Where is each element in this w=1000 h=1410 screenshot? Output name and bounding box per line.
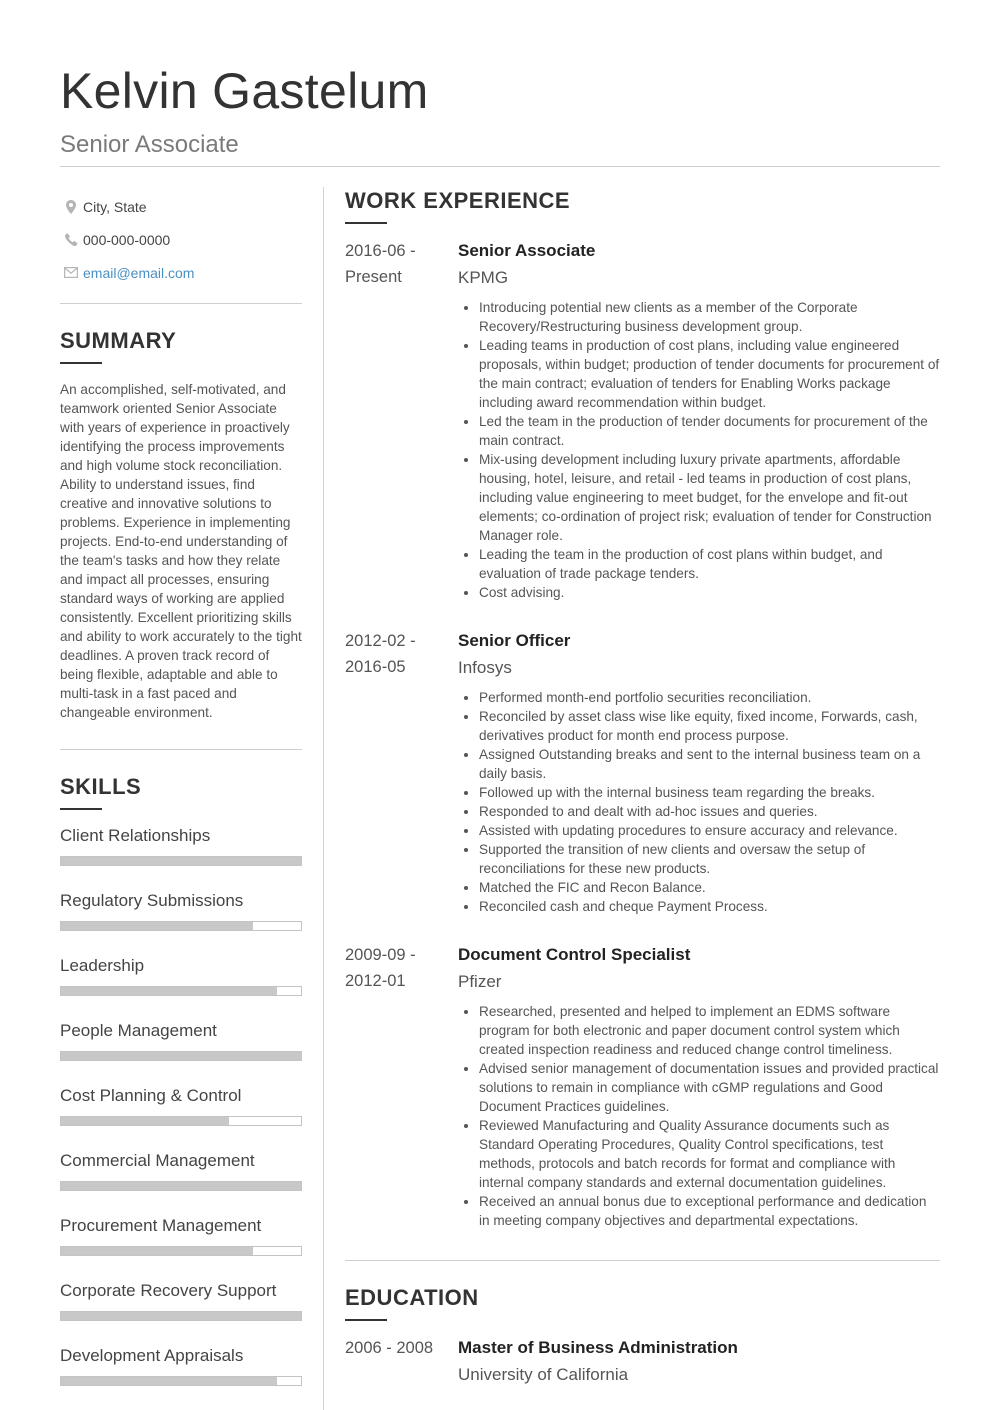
job-bullet: • Researched, presented and helped to implement an EDMS software program for both electronic and paper document control system which created inspection readiness and reduced change control timeliness. [479,1002,940,1059]
skill-level-bar [60,1116,302,1126]
skill-level-bar [60,1246,302,1256]
job-company: KPMG [458,268,509,287]
contact-block [60,190,302,289]
envelope-icon [60,267,82,278]
job-bullet: • Followed up with the internal business team regarding the breaks. [479,783,940,802]
skill-name: Client Relationships [60,826,211,845]
skill-level-fill [61,1052,301,1060]
skill-name: Corporate Recovery Support [60,1281,277,1300]
summary-text: An accomplished, self-motivated, and teamwork oriented Senior Associate with years of experience in proactively identifying the process improvements and high volume stock reconciliation. Ability to understand issues, find creative and innovative solutions to problems. Experience in implementing projects. End-to-end understanding of the team's tasks and how they relate and impact all processes, ensuring standard ways of working are applied consistently. Excellent prioritizing skills and ability to work accurately to the tight deadlines. A proven track record of being flexible, adaptable and able to multi-task in a fast paced and changeable environment. [60,382,302,720]
job-date-end: 2016-05 [345,658,406,676]
skills-list [60,824,302,1386]
job-date-end: Present [345,268,402,286]
job-dates [345,238,458,602]
job-bullet: • Leading teams in production of cost plans, including value engineered proposals, within budget; production of tender documents for procurement of the main contract; evaluation of tenders for Enabling Works package including award recommendation within budget. [479,336,940,412]
job-bullet: • Cost advising. [479,583,940,602]
sidebar-divider [60,303,302,304]
job-company: Pfizer [458,972,502,991]
job-bullet: • Reconciled cash and cheque Payment Process. [479,897,940,916]
job-bullet: • Supported the transition of new clients and oversaw the setup of reconciliations for these new products. [479,840,940,878]
summary-heading-underline [60,362,102,364]
job-bullet: • Advised senior management of documentation issues and provided practical solutions to remain in compliance with cGMP regulations and Good Document Practices guidelines. [479,1059,940,1116]
skill-level-fill [61,1247,253,1255]
skill-item [60,824,302,866]
job-bullet: • Assigned Outstanding breaks and sent to the internal business team on a daily basis. [479,745,940,783]
skill-level-fill [61,922,253,930]
column-divider [323,187,324,1410]
job-entry [345,942,940,1230]
job-bullet: • Leading the team in the production of cost plans within budget, and evaluation of trade package tenders. [479,545,940,583]
skill-item [60,1344,302,1386]
job-entry [345,238,940,602]
skill-item [60,889,302,931]
skills-heading-underline [60,808,102,810]
skill-level-bar [60,1311,302,1321]
job-body [458,628,940,916]
main-divider [345,1260,940,1261]
skill-item [60,1084,302,1126]
skill-level-fill [61,987,277,995]
education-list [345,1335,940,1389]
skill-item [60,1279,302,1321]
phone-icon [60,233,82,246]
skill-level-fill [61,1377,277,1385]
skills-heading: SKILLS [60,774,142,799]
job-bullet-list [458,688,940,916]
sidebar-divider [60,749,302,750]
job-bullet: • Performed month-end portfolio securities reconciliation. [479,688,940,707]
job-bullet: • Led the team in the production of tender documents for procurement of the main contract. [479,412,940,450]
skills-section [60,772,302,1386]
education-entry [345,1335,940,1389]
job-title: Document Control Specialist [458,945,691,964]
skill-name: Procurement Management [60,1216,262,1235]
work-section [345,186,940,1230]
skill-level-fill [61,1117,229,1125]
work-heading: WORK EXPERIENCE [345,188,571,213]
job-date-start: 2016-06 - [345,242,416,260]
job-bullet: • Assisted with updating procedures to ensure accuracy and relevance. [479,821,940,840]
contact-phone [60,223,302,256]
main-column [345,186,940,1389]
job-bullet-list [458,1002,940,1230]
skill-level-bar [60,1376,302,1386]
summary-section [60,326,302,722]
skill-name: Development Appraisals [60,1346,244,1365]
resume-header [60,60,940,162]
job-bullet: • Reconciled by asset class wise like equity, fixed income, Forwards, cash, derivatives product for month end process purpose. [479,707,940,745]
job-bullet: • Matched the FIC and Recon Balance. [479,878,940,897]
job-bullet: • Received an annual bonus due to exceptional performance and dedication in meeting company objectives and departmental expectations. [479,1192,940,1230]
education-heading: EDUCATION [345,1285,479,1310]
skill-level-fill [61,1182,301,1190]
skill-name: Commercial Management [60,1151,255,1170]
education-heading-underline [345,1319,387,1321]
job-date-start: 2009-09 - [345,946,416,964]
job-bullet: • Mix-using development including luxury private apartments, affordable housing, hotel, leisure, and retail - led teams in production of cost plans, including value engineering to meet budget, for the envelope and fit-out elements; co-ordination of project risk; evaluation of tender for Construction Manager role. [479,450,940,545]
summary-heading: SUMMARY [60,328,177,353]
email-link[interactable]: email@email.com [83,264,195,281]
candidate-name: Kelvin Gastelum [60,63,429,119]
job-company: Infosys [458,658,512,677]
skill-level-fill [61,857,301,865]
skill-level-bar [60,856,302,866]
job-title: Senior Associate [458,241,596,260]
job-date-start: 2012-02 - [345,632,416,650]
job-date-end: 2012-01 [345,972,406,990]
contact-email[interactable] [60,256,302,289]
skill-level-bar [60,1051,302,1061]
education-school: University of California [458,1365,629,1384]
location-pin-icon [60,200,82,214]
job-entry [345,628,940,916]
education-degree: Master of Business Administration [458,1338,738,1357]
job-title: Senior Officer [458,631,571,650]
candidate-title: Senior Associate [60,131,239,158]
education-body [458,1335,940,1389]
job-bullet-list [458,298,940,602]
contact-location [60,190,302,223]
skill-name: People Management [60,1021,217,1040]
job-dates [345,628,458,916]
jobs-list [345,238,940,1230]
skill-item [60,954,302,996]
skill-name: Regulatory Submissions [60,891,244,910]
job-body [458,238,940,602]
skill-item [60,1149,302,1191]
skill-level-fill [61,1312,301,1320]
skill-name: Leadership [60,956,145,975]
work-heading-underline [345,222,387,224]
skill-item [60,1214,302,1256]
skill-level-bar [60,1181,302,1191]
job-dates [345,942,458,1230]
skill-level-bar [60,921,302,931]
skill-name: Cost Planning & Control [60,1086,242,1105]
header-divider [60,166,940,167]
location-text: City, State [83,198,147,215]
job-bullet: • Responded to and dealt with ad-hoc issues and queries. [479,802,940,821]
phone-text: 000-000-0000 [83,231,171,248]
job-bullet: • Introducing potential new clients as a member of the Corporate Recovery/Restructuring business development group. [479,298,940,336]
job-bullet: • Reviewed Manufacturing and Quality Assurance documents such as Standard Operating Procedures, Quality Control specifications, test methods, protocols and batch records for format and compliance with internal company standards and external documentation guidelines. [479,1116,940,1192]
job-body [458,942,940,1230]
education-section [345,1283,940,1389]
education-dates: 2006 - 2008 [345,1339,434,1357]
skill-level-bar [60,986,302,996]
sidebar [60,190,302,1409]
skill-item [60,1019,302,1061]
